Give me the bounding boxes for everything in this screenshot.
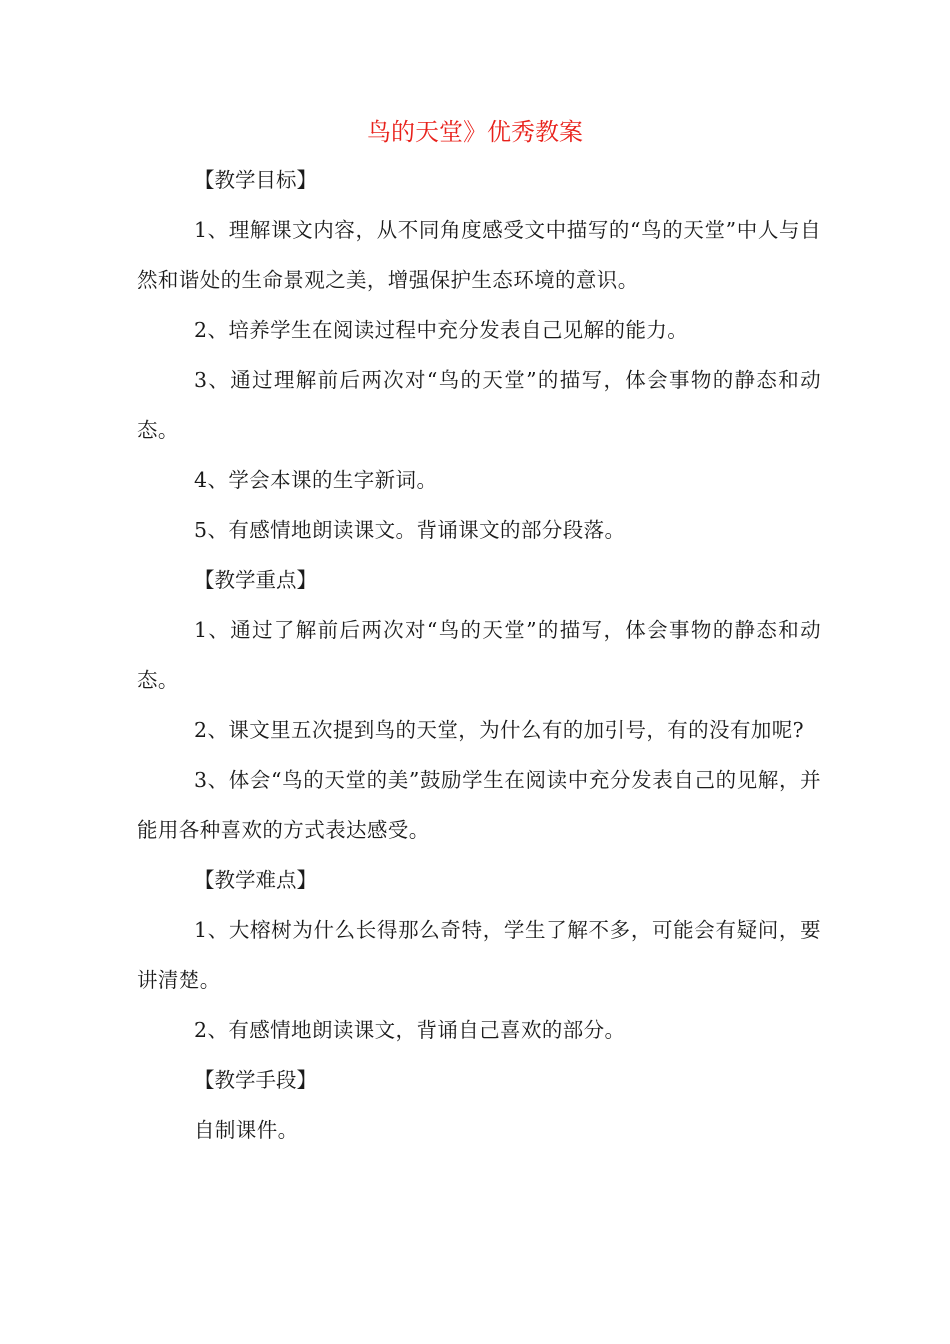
goal-item-1: 1、理解课文内容，从不同角度感受文中描写的“鸟的天堂”中人与自然和谐处的生命景观之美，增强保护生态环境的意识。 xyxy=(137,218,821,292)
goal-item-5: 5、有感情地朗读课文。背诵课文的部分段落。 xyxy=(194,518,626,542)
goal-item-2: 2、培养学生在阅读过程中充分发表自己见解的能力。 xyxy=(194,318,689,342)
goal-item-3: 3、通过理解前后两次对“鸟的天堂”的描写，体会事物的静态和动态。 xyxy=(137,368,821,442)
teaching-means-item: 自制课件。 xyxy=(194,1118,299,1142)
key-point-item-2: 2、课文里五次提到鸟的天堂，为什么有的加引号，有的没有加呢? xyxy=(194,718,805,742)
difficulty-item-2: 2、有感情地朗读课文，背诵自己喜欢的部分。 xyxy=(194,1018,626,1042)
section-heading-teaching-means: 【教学手段】 xyxy=(194,1068,317,1092)
document-title: 鸟的天堂》优秀教案 xyxy=(367,118,583,146)
section-heading-teaching-goals: 【教学目标】 xyxy=(194,168,317,192)
goal-item-4: 4、学会本课的生字新词。 xyxy=(194,468,438,492)
key-point-item-3: 3、体会“鸟的天堂的美”鼓励学生在阅读中充分发表自己的见解，并能用各种喜欢的方式表达感受。 xyxy=(137,768,821,842)
key-point-item-1: 1、通过了解前后两次对“鸟的天堂”的描写，体会事物的静态和动态。 xyxy=(137,618,821,692)
difficulty-item-1: 1、大榕树为什么长得那么奇特，学生了解不多，可能会有疑问，要讲清楚。 xyxy=(137,918,821,992)
section-heading-key-points: 【教学重点】 xyxy=(194,568,317,592)
section-heading-difficulties: 【教学难点】 xyxy=(194,868,317,892)
document-body xyxy=(137,155,821,1155)
